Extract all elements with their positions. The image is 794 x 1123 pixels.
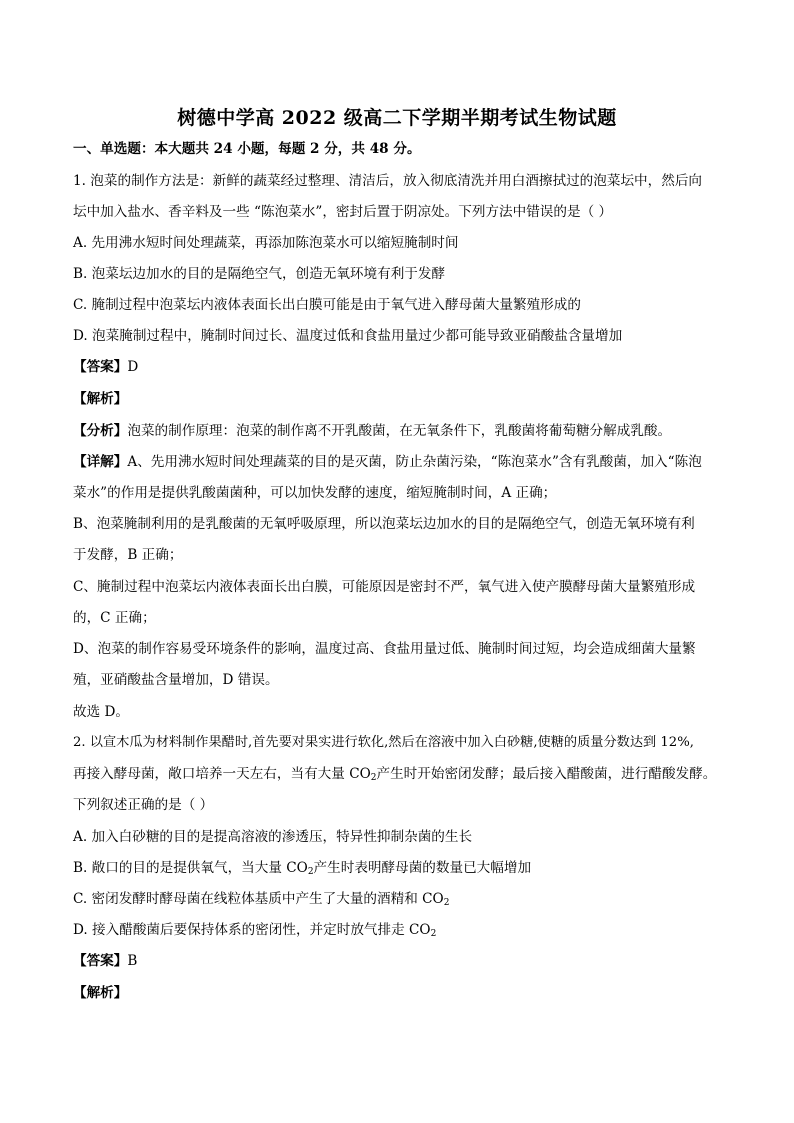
q2-stem-line-1: 2. 以宣木瓜为材料制作果醋时,首先要对果实进行软化,然后在溶液中加入白砂糖,使糖的质量分数达到 12%,: [73, 735, 694, 750]
answer-value: D: [127, 359, 139, 375]
subscript: 2: [443, 898, 450, 908]
q1-stem-line-2: 坛中加入盐水、香辛料及一些 “陈泡菜水”，密封后置于阴凉处。下列方法中错误的是（ ）: [73, 204, 613, 220]
q1-conclusion: 故选 D。: [73, 704, 130, 720]
q2-option-a: A. 加入白砂糖的目的是提高溶液的渗透压，特异性抑制杂菌的生长: [73, 829, 473, 845]
q1-d-explain-line-2: 殖，亚硝酸盐含量增加，D 错误。: [73, 672, 279, 688]
q2-option-b-pre: B. 敞口的目的是提供氧气，当大量 CO: [73, 860, 308, 876]
q1-b-explain-line-2: 于发酵，B 正确；: [73, 547, 183, 563]
q2-stem-line-2-post: 产生时开始密闭发酵；最后接入醋酸菌，进行醋酸发酵。: [376, 766, 717, 782]
xiangjie-label: 【详解】: [73, 454, 128, 470]
q1-c-explain-line-1: C、腌制过程中泡菜坛内液体表面长出白膜，可能原因是密封不严，氧气进入使产膜酵母菌大量繁殖形成: [73, 579, 696, 595]
q2-option-c: [73, 890, 449, 908]
section-heading: 一、单选题：本大题共 24 小题，每题 2 分，共 48 分。: [73, 141, 421, 157]
q2-option-c-pre: C. 密闭发酵时酵母菌在线粒体基质中产生了大量的酒精和 CO: [73, 891, 444, 907]
q2-option-b: [73, 859, 531, 877]
answer-label: 【答案】: [73, 359, 128, 375]
q2-option-d-pre: D. 接入醋酸菌后要保持体系的密闭性，并定时放气排走 CO: [73, 922, 431, 938]
q2-stem-line-3: 下列叙述正确的是（ ）: [73, 797, 214, 813]
q1-fenxi: [73, 422, 671, 440]
q2-answer: [73, 952, 137, 970]
q1-option-d: D. 泡菜腌制过程中，腌制时间过长、温度过低和食盐用量过少都可能导致亚硝酸盐含量增加: [73, 328, 623, 344]
q1-b-explain-line-1: B、泡菜腌制利用的是乳酸菌的无氧呼吸原理，所以泡菜坛边加水的目的是隔绝空气，创造无氧环境有利: [73, 516, 695, 532]
page-title: 树德中学高 2022 级高二下学期半期考试生物试题: [177, 107, 617, 129]
fenxi-label: 【分析】: [73, 423, 128, 439]
q1-option-b: B. 泡菜坛边加水的目的是隔绝空气，创造无氧环境有利于发酵: [73, 266, 446, 282]
q2-stem-line-2: [73, 765, 716, 783]
xiangjie-text: A、先用沸水短时间处理蔬菜的目的是灭菌，防止杂菌污染，“陈泡菜水”含有乳酸菌，加入“陈泡: [127, 454, 702, 470]
q2-analysis-label: 【解析】: [73, 985, 128, 1001]
fenxi-text: 泡菜的制作原理：泡菜的制作离不开乳酸菌，在无氧条件下，乳酸菌将葡萄糖分解成乳酸。: [127, 423, 672, 439]
q2-option-b-post: 产生时表明酵母菌的数量已大幅增加: [313, 860, 532, 876]
q2-option-d: [73, 921, 436, 939]
q1-c-explain-line-2: 的，C 正确；: [73, 610, 156, 626]
answer-value: B: [127, 953, 138, 969]
subscript: 2: [370, 773, 377, 783]
q1-option-a: A. 先用沸水短时间处理蔬菜，再添加陈泡菜水可以缩短腌制时间: [73, 235, 459, 251]
q1-xiangjie-line-2: 菜水”的作用是提供乳酸菌菌种，可以加快发酵的速度，缩短腌制时间，A 正确；: [73, 485, 557, 501]
subscript: 2: [430, 929, 437, 939]
q1-xiangjie-line-1: [73, 453, 702, 471]
q1-answer: [73, 358, 138, 376]
q1-analysis-label: 【解析】: [73, 391, 128, 407]
q1-option-c: C. 腌制过程中泡菜坛内液体表面长出白膜可能是由于氧气进入酵母菌大量繁殖形成的: [73, 297, 581, 313]
q2-stem-line-2-pre: 再接入酵母菌，敞口培养一天左右，当有大量 CO: [73, 766, 371, 782]
answer-label: 【答案】: [73, 953, 128, 969]
subscript: 2: [307, 867, 314, 877]
q1-stem-line-1: 1. 泡菜的制作方法是：新鲜的蔬菜经过整理、清洁后，放入彻底清洗并用白酒擦拭过的泡菜坛中，然后向: [73, 173, 703, 189]
q1-d-explain-line-1: D、泡菜的制作容易受环境条件的影响，温度过高、食盐用量过低、腌制时间过短，均会造成细菌大量繁: [73, 641, 696, 657]
